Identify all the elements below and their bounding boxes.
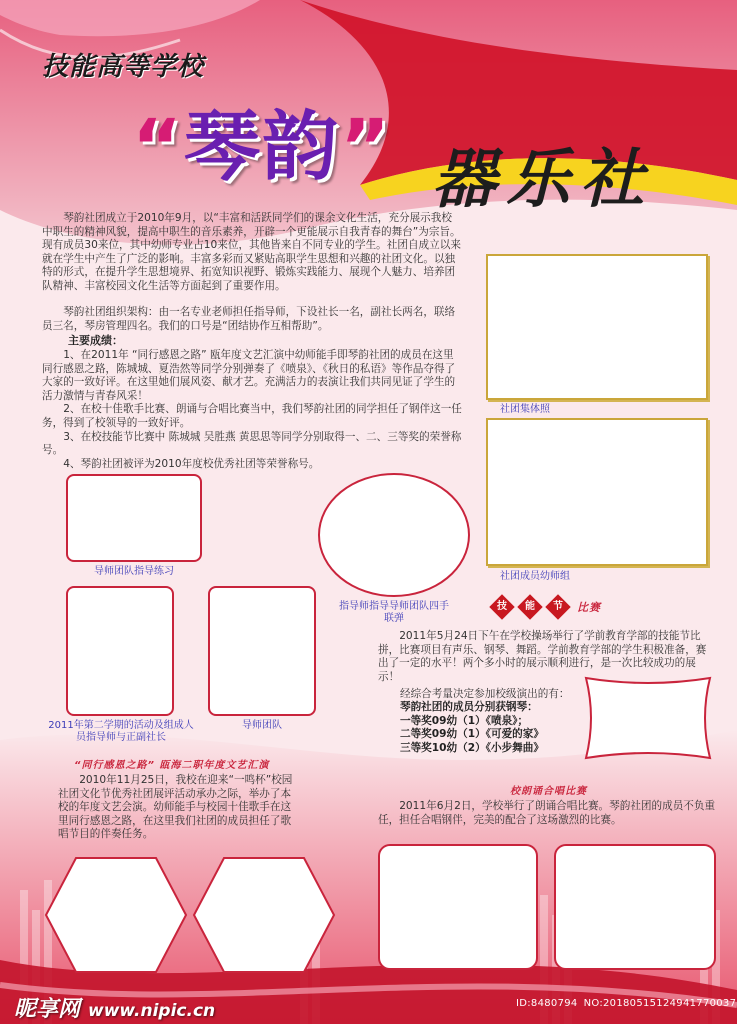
winners-list — [400, 701, 590, 755]
achievements-list — [42, 349, 462, 471]
preschool-members-frame — [486, 418, 708, 566]
club-title — [132, 86, 392, 195]
club-title-text: 琴韵 — [183, 102, 340, 191]
winner-item: 一等奖09幼（1）《喷泉》； — [400, 714, 529, 727]
gratitude-show-body: 2010年11月25日，我校在迎来“一鸣杯”校园社团文化节优秀社团展评活动承办之际，举办了本校的年度文艺会演。幼师能手与校园十佳歌手在这里同行感恩之路，在这里我们社团的成员担任了歌唱节目的伴奏任务。 — [58, 774, 293, 841]
winner-item: 二等奖09幼（1）《可爱的家》 — [400, 728, 544, 741]
watermark-brand: 昵享网 www.nipic.cn — [14, 997, 216, 1022]
chorus-photo-frame-right — [554, 844, 716, 970]
gratitude-show-title: “同行感恩之路” 瓯海二职年度文艺汇演 — [74, 760, 270, 771]
hexagon-frame-left — [46, 858, 186, 972]
winners-title: 琴韵社团的成员分别获钢琴： — [400, 701, 538, 713]
festival-badge: 节 — [545, 594, 570, 619]
chorus-title: 校朗诵合唱比赛 — [510, 786, 587, 797]
mentor-team-caption: 导师团队 — [242, 720, 282, 731]
mentor-practice-frame — [66, 474, 202, 562]
quote-open: “ — [132, 102, 184, 191]
school-name: 技能高等学校 — [42, 52, 205, 82]
intro-paragraph-1: 琴韵社团成立于2010年9月，以“丰富和活跃同学们的课余文化生活，充分展示我校中职生的精神风貌，提高中职生的音乐素养，开辟一个更能展示自我青春的舞台”为宗旨。现有成员30来位，其中幼师专业占10来位，其他皆来自不同专业的学生。社团自成立以来就在学生中产生了广泛的影响。丰富多彩而又紧贴高职学生思想和兴趣的社团文化。以独特的形式，在提升学生思想境界、拓宽知识视野、锻炼实践能力、展现个人魅力、培养团队精神、丰富校园文化生活等方面起到了重要作用。 — [42, 212, 461, 292]
four-hands-circle-frame — [318, 473, 470, 597]
four-hands-caption: 指导师指导导师团队四手联弹 — [339, 601, 449, 624]
chorus-photo-frame-left — [378, 844, 538, 970]
achievements-title: 主要成绩： — [68, 334, 123, 347]
semester-activity-frame — [66, 586, 174, 716]
achievement-item: 4、琴韵社团被评为2010年度校优秀社团等荣誉称号。 — [63, 457, 320, 470]
skills-festival-title — [493, 598, 601, 616]
mentor-team-frame — [208, 586, 316, 716]
intro-paragraph-2: 琴韵社团组织架构：由一名专业老师担任指导师，下设社长一名，副社长两名，联络员三名，琴房管理四名。我们的口号是“团结协作互相帮助”。 — [42, 306, 456, 332]
skills-festival-body: 2011年5月24日下午在学校操场举行了学前教育学部的技能节比拼，比赛项目有声乐、钢琴、舞蹈。学前教育学部的学生积极准备，赛出了一定的水平！两个多小时的展示顺利进行，是一次比较成功的展示！ — [378, 630, 707, 683]
mentor-practice-caption: 导师团队指导练习 — [94, 566, 174, 577]
watermark-site: www.nipic.cn — [88, 1001, 216, 1021]
festival-badge: 能 — [517, 594, 542, 619]
group-photo-caption: 社团集体照 — [500, 404, 550, 415]
quote-close: ” — [339, 102, 392, 191]
achievement-item: 3、在校技能节比赛中 陈城城 吴胜燕 黄思思等同学分别取得一、二、三等奖的荣誉称号。 — [42, 430, 462, 457]
festival-badge: 技 — [489, 594, 514, 619]
achievement-item: 2、在校十佳歌手比赛、朗诵与合唱比赛当中，我们琴韵社团的同学担任了钢伴这一任务，得到了校领导的一致好评。 — [42, 403, 462, 429]
achievement-item: 1、在2011年 “同行感恩之路” 瓯年度文艺汇演中幼师能手即琴韵社团的成员在这里同行感恩之路，陈城城、夏浩然等同学分别弹奏了《喷泉》、《秋日的私语》等作品夺得了大家的一致好评。在这里她们展风姿、献才艺。充满活力的表演让我们共同见证了学生的活力激情与青春风采！ — [42, 349, 456, 402]
selection-note: 经综合考量决定参加校级演出的有： — [400, 688, 570, 700]
hexagon-frame-right — [194, 858, 334, 972]
festival-title-suffix: 比赛 — [577, 601, 601, 614]
semester-activity-caption: 2011年第二学期的活动及组成人员指导师与正副社长 — [48, 720, 194, 743]
club-subtitle: 器乐社 — [432, 142, 654, 217]
preschool-members-caption: 社团成员幼师组 — [500, 571, 570, 582]
hexagon-frames — [44, 856, 354, 974]
chorus-body: 2011年6月2日，学校举行了朗诵合唱比赛。琴韵社团的成员不负重任，担任合唱钢伴，完美的配合了这场激烈的比赛。 — [378, 800, 716, 826]
group-photo-frame — [486, 254, 708, 400]
watermark-id: ID:8480794 NO:20180515124941770037 — [516, 998, 737, 1009]
festival-photo-frame — [578, 672, 718, 764]
winner-item: 三等奖10幼（2）《小步舞曲》 — [400, 741, 544, 754]
